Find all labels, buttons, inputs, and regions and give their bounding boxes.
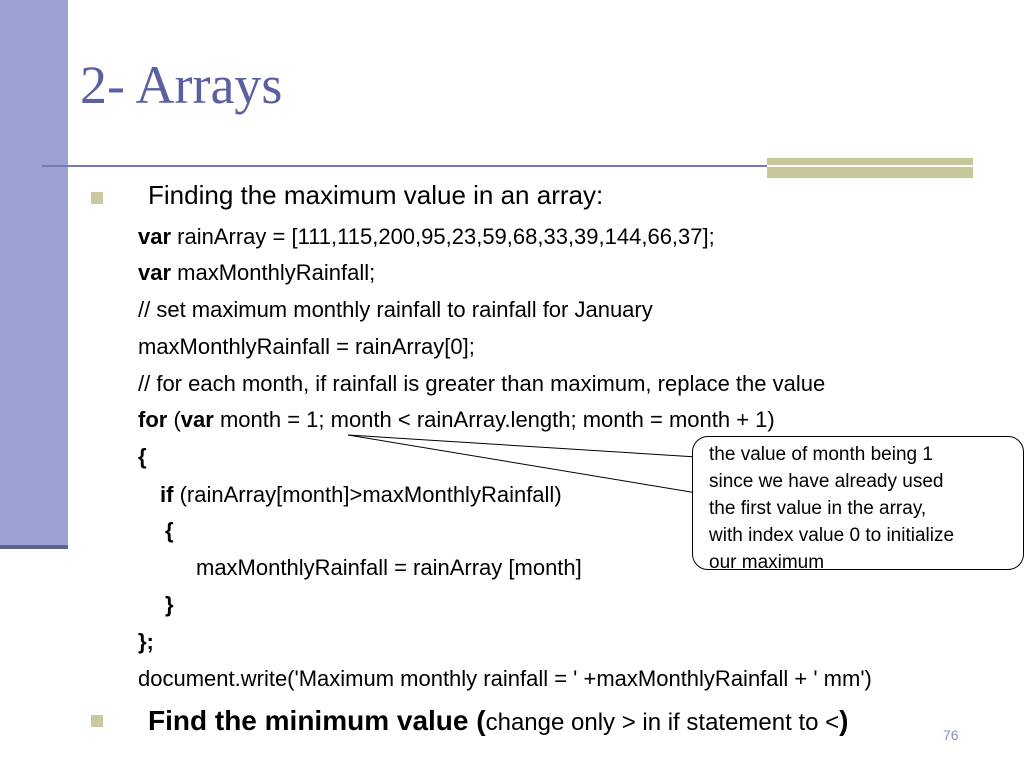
code-text: (rainArray[month]>maxMonthlyRainfall) <box>173 482 562 507</box>
code-line-13: document.write('Maximum monthly rainfall = ' +maxMonthlyRainfall + ' mm') <box>138 666 872 691</box>
callout-line: the value of month being 1 <box>709 444 933 465</box>
bullet-minimum-bold: Find the minimum value ( <box>148 705 486 736</box>
code-line-4: maxMonthlyRainfall = rainArray[0]; <box>138 334 475 359</box>
code-line-12: }; <box>138 629 154 654</box>
keyword: var <box>180 407 214 432</box>
keyword: var <box>138 224 172 249</box>
keyword: var <box>138 260 172 285</box>
bullet-minimum-close: ) <box>839 705 849 736</box>
callout-line: since we have already used <box>709 471 944 492</box>
callout-line: our maximum <box>709 552 825 573</box>
callout-line: with index value 0 to initialize <box>709 525 955 546</box>
slide-title: 2- Arrays <box>80 55 283 115</box>
callout-line: the first value in the array, <box>709 498 927 519</box>
callout-box <box>692 436 1024 573</box>
code-text: ( <box>167 407 181 432</box>
code-line-10: maxMonthlyRainfall = rainArray [month] <box>196 555 582 580</box>
code-text: rainArray = [111,115,200,95,23,59,68,33,39,144,66,37]; <box>171 224 715 249</box>
keyword: if <box>160 482 174 507</box>
code-text: month = 1; month < rainArray.length; month = month + 1) <box>213 407 775 432</box>
bullet-minimum-text: change only > in if statement to < <box>485 709 840 736</box>
code-line-9: { <box>165 518 174 543</box>
keyword: for <box>138 407 168 432</box>
code-line-7: { <box>138 444 147 469</box>
bullet-heading: Finding the maximum value in an array: <box>148 180 604 210</box>
code-line-5: // for each month, if rainfall is greater than maximum, replace the value <box>138 371 826 396</box>
code-line-3: // set maximum monthly rainfall to rainfall for January <box>138 297 653 322</box>
code-text: maxMonthlyRainfall; <box>171 260 376 285</box>
page-number: 76 <box>943 727 959 743</box>
code-line-11: } <box>165 592 174 617</box>
